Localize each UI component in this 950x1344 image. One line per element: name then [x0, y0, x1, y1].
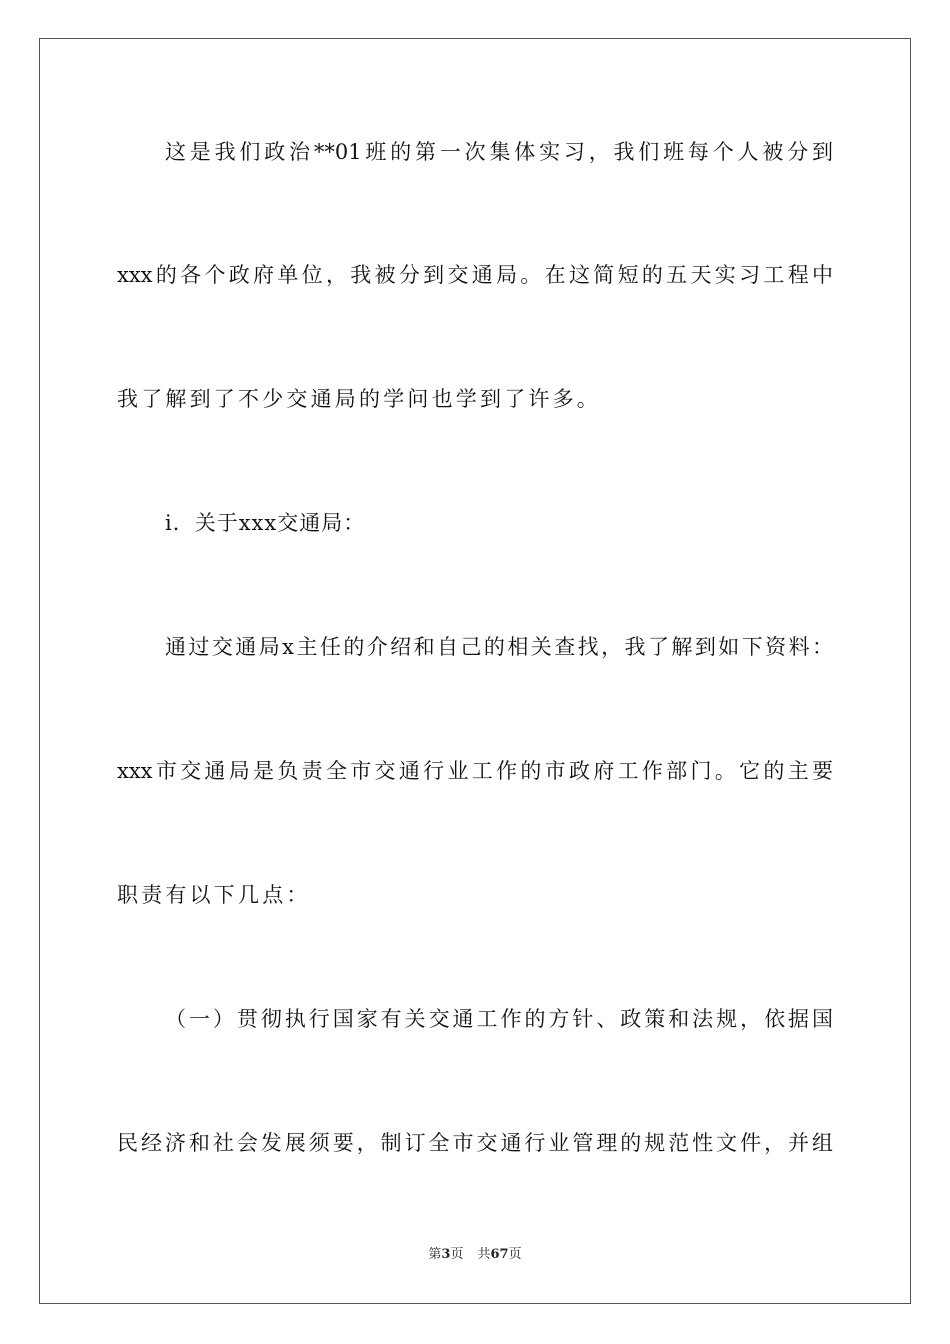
footer-page-number: 3: [441, 1247, 451, 1262]
section-heading: ⅰ．关于xxx交通局：: [165, 511, 366, 535]
footer-page-prefix: 第: [428, 1247, 442, 1262]
paragraph-line-6: xxx市交通局是负责全市交通行业工作的市政府工作部门。它的主要: [117, 759, 833, 783]
paragraph-line-9: 民经济和社会发展须要，制订全市交通行业管理的规范性文件，并组: [117, 1131, 833, 1155]
paragraph-line-8: （一）贯彻执行国家有关交通工作的方针、政策和法规，依据国: [165, 1007, 833, 1031]
paragraph-line-1: 这是我们政治**01班的第一次集体实习，我们班每个人被分到: [165, 140, 833, 164]
page-footer: [0, 1246, 950, 1264]
footer-total-prefix: 共: [477, 1247, 491, 1262]
page-border: [39, 38, 911, 1304]
footer-page-suffix: 页: [450, 1247, 464, 1262]
footer-total-pages: 67: [490, 1247, 509, 1262]
paragraph-line-3: 我了解到了不少交通局的学问也学到了许多。: [117, 387, 601, 411]
paragraph-line-7: 职责有以下几点：: [117, 883, 311, 907]
footer-total-suffix: 页: [508, 1247, 522, 1262]
paragraph-line-5: 通过交通局x主任的介绍和自己的相关查找，我了解到如下资料：: [165, 635, 833, 659]
paragraph-line-2: xxx的各个政府单位，我被分到交通局。在这简短的五天实习工程中: [117, 263, 833, 287]
